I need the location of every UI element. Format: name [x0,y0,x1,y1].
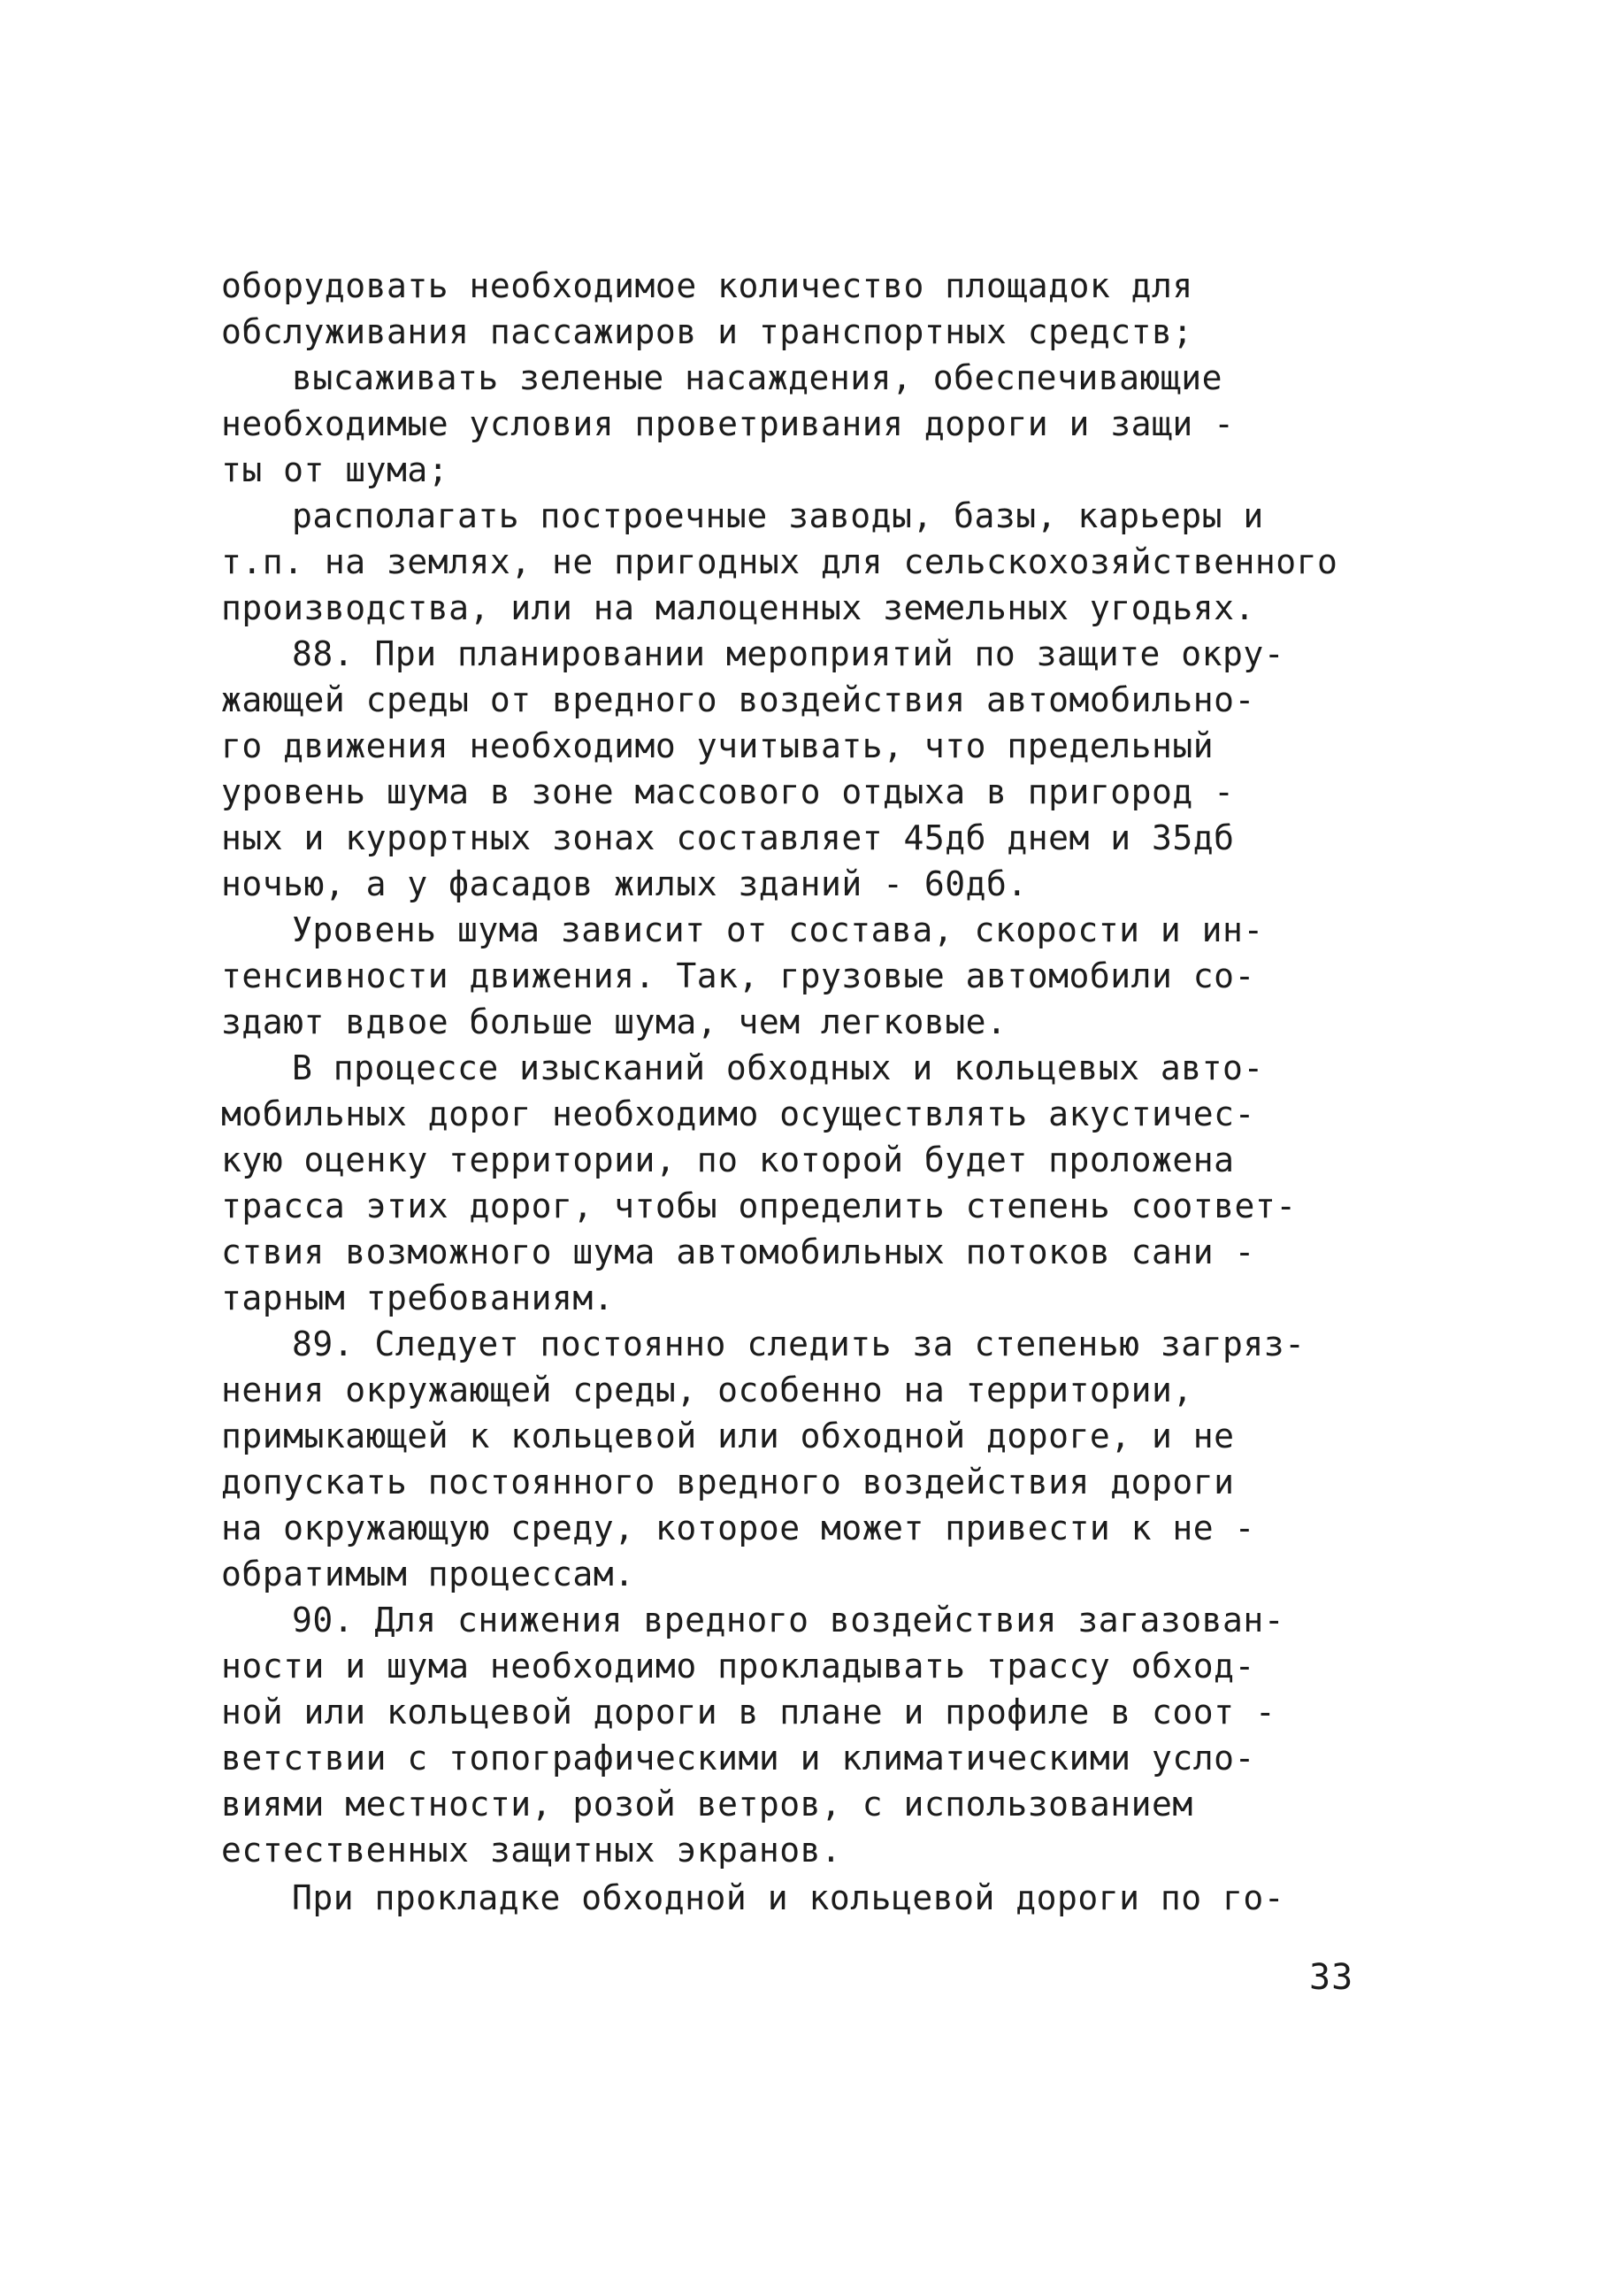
text-line: ночью, а у фасадов жилых зданий - 60дб. [221,864,1028,903]
text-line: располагать построечные заводы, базы, карьеры и [292,496,1264,535]
text-line: ветствии с топографическими и климатическими усло- [221,1739,1255,1778]
text-line: ствия возможного шума автомобильных потоков сани - [221,1232,1255,1271]
text-line: допускать постоянного вредного воздействия дороги [221,1463,1235,1501]
text-line: 89. Следует постоянно следить за степенью загряз- [292,1325,1306,1363]
text-line: обслуживания пассажиров и транспортных средств; [221,312,1193,351]
text-line: т.п. на землях, не пригодных для сельскохозяйственного [221,542,1338,581]
text-line: Уровень шума зависит от состава, скорости и ин- [292,910,1264,949]
text-line: ты от шума; [221,450,449,489]
text-line: го движения необходимо учитывать, что предельный [221,726,1215,765]
text-line: При прокладке обходной и кольцевой дороги по го- [292,1878,1285,1917]
text-line: ности и шума необходимо прокладывать трассу обход- [221,1647,1255,1686]
text-line: тенсивности движения. Так, грузовые автомобили со- [221,956,1255,995]
text-line: обратимым процессам. [221,1555,635,1593]
text-line: трасса этих дорог, чтобы определить степень соответ- [221,1186,1297,1225]
text-line: уровень шума в зоне массового отдыха в пригород - [221,772,1235,811]
text-line: производства, или на малоценных земельных угодьях. [221,588,1255,627]
text-line: мобильных дорог необходимо осуществлять акустичес- [221,1094,1255,1133]
page-number: 33 [1309,1957,1354,1998]
text-line: тарным требованиям. [221,1279,615,1317]
text-line: В процессе изысканий обходных и кольцевых авто- [292,1048,1264,1087]
text-line: здают вдвое больше шума, чем легковые. [221,1002,1008,1041]
text-line: кую оценку территории, по которой будет проложена [221,1140,1235,1179]
text-line: на окружающую среду, которое может привести к не - [221,1509,1255,1547]
text-line: жающей среды от вредного воздействия автомобильно- [221,680,1255,719]
text-line: примыкающей к кольцевой или обходной дороге, и не [221,1417,1235,1455]
text-line: нения окружающей среды, особенно на территории, [221,1371,1193,1409]
text-line: необходимые условия проветривания дороги и защи - [221,404,1235,443]
text-line: 88. При планировании мероприятий по защите окру- [292,634,1285,673]
text-line: виями местности, розой ветров, с использованием [221,1785,1193,1824]
text-line: 90. Для снижения вредного воздействия загазован- [292,1601,1285,1639]
text-line: высаживать зеленые насаждения, обеспечивающие [292,358,1223,397]
text-line: ной или кольцевой дороги в плане и профиле в соот - [221,1693,1276,1732]
text-line: ных и курортных зонах составляет 45дб днем и 35дб [221,818,1235,857]
text-line: оборудовать необходимое количество площадок для [221,266,1193,305]
text-line: естественных защитных экранов. [221,1831,842,1870]
